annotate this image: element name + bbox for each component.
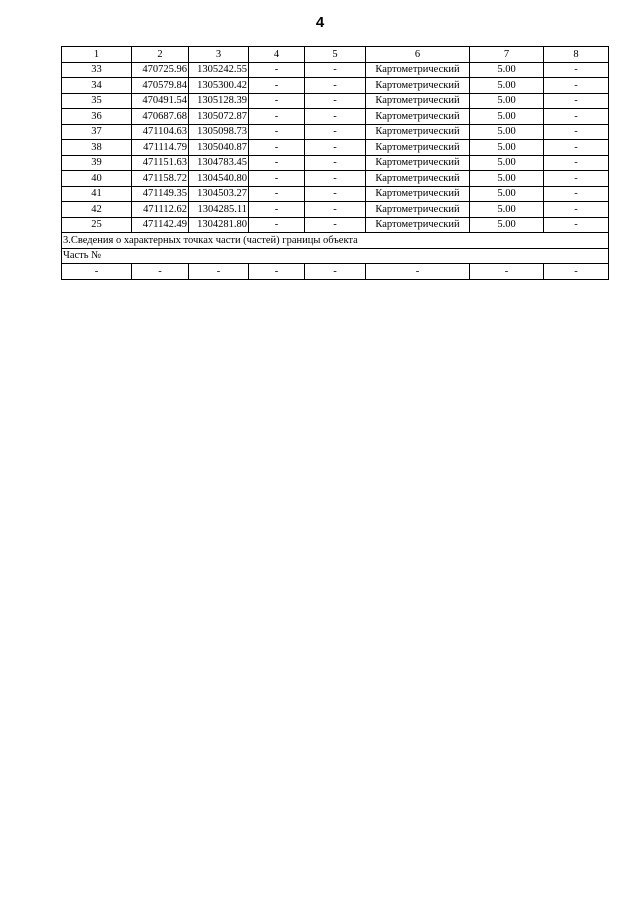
- table-cell: -: [544, 109, 609, 125]
- table-cell: -: [544, 186, 609, 202]
- table-cell: -: [305, 124, 366, 140]
- table-cell: -: [249, 217, 305, 233]
- accuracy-cell: 5.00: [470, 202, 544, 218]
- point-number: 33: [62, 62, 132, 78]
- accuracy-cell: 5.00: [470, 155, 544, 171]
- x-coordinate: 471104.63: [132, 124, 189, 140]
- x-coordinate: 471149.35: [132, 186, 189, 202]
- point-number: 41: [62, 186, 132, 202]
- method-cell: Картометрический: [366, 140, 470, 156]
- table-cell: -: [249, 62, 305, 78]
- table-row: [62, 264, 609, 280]
- table-cell: -: [249, 140, 305, 156]
- table-cell: -: [249, 171, 305, 187]
- column-header: 4: [249, 47, 305, 63]
- table-row: [62, 124, 609, 140]
- method-cell: Картометрический: [366, 171, 470, 187]
- table-cell: -: [305, 264, 366, 280]
- table-header-row: [62, 47, 609, 63]
- method-cell: Картометрический: [366, 217, 470, 233]
- table-cell: -: [249, 78, 305, 94]
- y-coordinate: 1305040.87: [189, 140, 249, 156]
- column-header: 2: [132, 47, 189, 63]
- table-cell: -: [249, 93, 305, 109]
- accuracy-cell: 5.00: [470, 109, 544, 125]
- table-cell: -: [544, 155, 609, 171]
- table-cell: -: [189, 264, 249, 280]
- x-coordinate: 470579.84: [132, 78, 189, 94]
- table-cell: -: [305, 155, 366, 171]
- table-cell: -: [249, 264, 305, 280]
- accuracy-cell: 5.00: [470, 78, 544, 94]
- table-cell: -: [305, 93, 366, 109]
- point-number: 40: [62, 171, 132, 187]
- accuracy-cell: 5.00: [470, 186, 544, 202]
- table-row: [62, 140, 609, 156]
- point-number: 34: [62, 78, 132, 94]
- point-number: 39: [62, 155, 132, 171]
- table-row: [62, 109, 609, 125]
- part-number-label: Часть №: [62, 248, 609, 264]
- y-coordinate: 1304783.45: [189, 155, 249, 171]
- table-cell: -: [544, 62, 609, 78]
- table-cell: -: [544, 78, 609, 94]
- table-cell: -: [305, 109, 366, 125]
- y-coordinate: 1304281.80: [189, 217, 249, 233]
- point-number: 35: [62, 93, 132, 109]
- y-coordinate: 1304285.11: [189, 202, 249, 218]
- column-header: 3: [189, 47, 249, 63]
- table-cell: -: [305, 140, 366, 156]
- table-cell: -: [366, 264, 470, 280]
- method-cell: Картометрический: [366, 62, 470, 78]
- column-header: 7: [470, 47, 544, 63]
- method-cell: Картометрический: [366, 93, 470, 109]
- accuracy-cell: 5.00: [470, 124, 544, 140]
- table-row: [62, 171, 609, 187]
- table-cell: -: [544, 264, 609, 280]
- y-coordinate: 1305242.55: [189, 62, 249, 78]
- y-coordinate: 1305072.87: [189, 109, 249, 125]
- table-cell: -: [544, 171, 609, 187]
- method-cell: Картометрический: [366, 109, 470, 125]
- y-coordinate: 1305098.73: [189, 124, 249, 140]
- page-number: 4: [315, 14, 325, 31]
- table-cell: -: [249, 124, 305, 140]
- table-row: [62, 93, 609, 109]
- method-cell: Картометрический: [366, 124, 470, 140]
- x-coordinate: 470725.96: [132, 62, 189, 78]
- table-cell: -: [62, 264, 132, 280]
- x-coordinate: 471158.72: [132, 171, 189, 187]
- y-coordinate: 1305300.42: [189, 78, 249, 94]
- point-number: 25: [62, 217, 132, 233]
- table-cell: -: [544, 217, 609, 233]
- coordinates-table: [61, 46, 609, 280]
- table-cell: -: [249, 109, 305, 125]
- y-coordinate: 1305128.39: [189, 93, 249, 109]
- table-cell: -: [305, 171, 366, 187]
- column-header: 1: [62, 47, 132, 63]
- x-coordinate: 470491.54: [132, 93, 189, 109]
- point-number: 38: [62, 140, 132, 156]
- method-cell: Картометрический: [366, 78, 470, 94]
- table-cell: -: [470, 264, 544, 280]
- table-row: [62, 155, 609, 171]
- y-coordinate: 1304503.27: [189, 186, 249, 202]
- table-cell: -: [305, 78, 366, 94]
- method-cell: Картометрический: [366, 186, 470, 202]
- accuracy-cell: 5.00: [470, 140, 544, 156]
- accuracy-cell: 5.00: [470, 62, 544, 78]
- accuracy-cell: 5.00: [470, 93, 544, 109]
- table-cell: -: [305, 217, 366, 233]
- table-cell: -: [544, 124, 609, 140]
- table-cell: -: [544, 202, 609, 218]
- section-title-row: [62, 233, 609, 249]
- table-row: [62, 78, 609, 94]
- accuracy-cell: 5.00: [470, 171, 544, 187]
- table-cell: -: [249, 186, 305, 202]
- y-coordinate: 1304540.80: [189, 171, 249, 187]
- section-3-title: 3.Сведения о характерных точках части (частей) границы объекта: [62, 233, 609, 249]
- table-cell: -: [249, 155, 305, 171]
- x-coordinate: 471112.62: [132, 202, 189, 218]
- table-row: [62, 62, 609, 78]
- table-cell: -: [305, 62, 366, 78]
- x-coordinate: 470687.68: [132, 109, 189, 125]
- point-number: 37: [62, 124, 132, 140]
- accuracy-cell: 5.00: [470, 217, 544, 233]
- method-cell: Картометрический: [366, 202, 470, 218]
- table-row: [62, 186, 609, 202]
- method-cell: Картометрический: [366, 155, 470, 171]
- point-number: 42: [62, 202, 132, 218]
- point-number: 36: [62, 109, 132, 125]
- column-header: 8: [544, 47, 609, 63]
- table-cell: -: [305, 186, 366, 202]
- table-cell: -: [544, 140, 609, 156]
- table-cell: -: [132, 264, 189, 280]
- table-cell: -: [544, 93, 609, 109]
- table-cell: -: [249, 202, 305, 218]
- column-header: 6: [366, 47, 470, 63]
- x-coordinate: 471114.79: [132, 140, 189, 156]
- column-header: 5: [305, 47, 366, 63]
- table-row: [62, 202, 609, 218]
- x-coordinate: 471151.63: [132, 155, 189, 171]
- x-coordinate: 471142.49: [132, 217, 189, 233]
- table-cell: -: [305, 202, 366, 218]
- part-label-row: [62, 248, 609, 264]
- table-row: [62, 217, 609, 233]
